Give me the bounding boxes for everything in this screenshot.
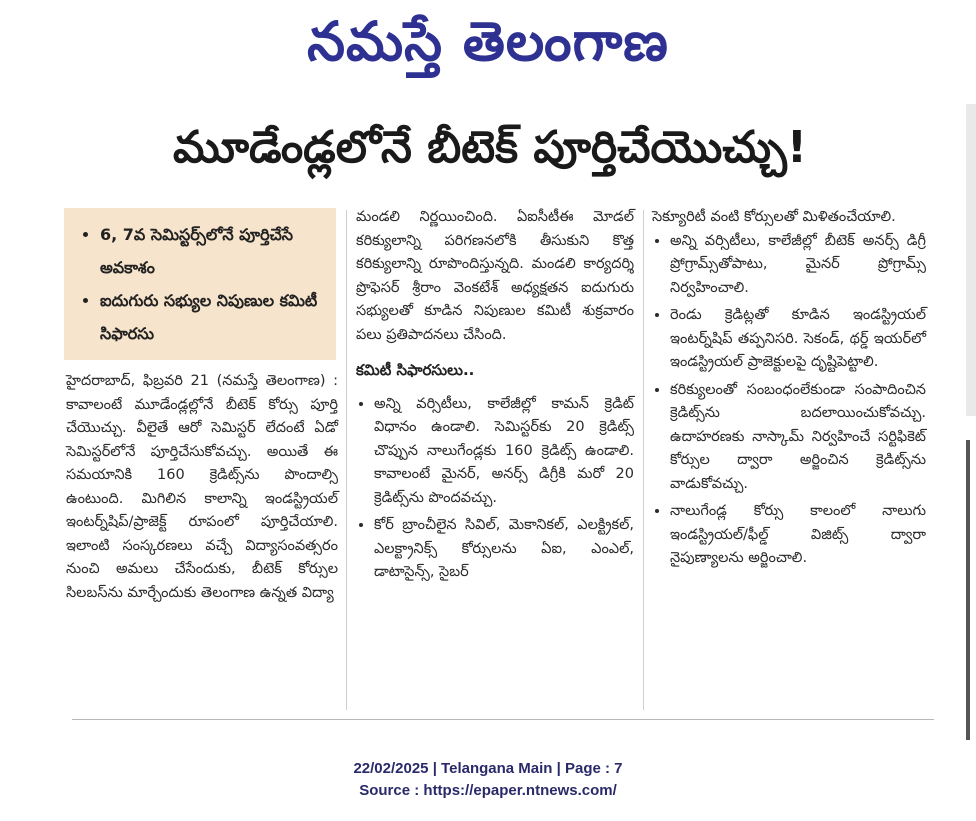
article-column-1 (66, 370, 338, 605)
recommendation-item: • కరిక్యులంతో సంబంధంలేకుండా సంపాదించిన క్రెడిట్స్‌ను బదలాయించుకోవచ్చు. ఉదాహరణకు నాస్కామ్ నిర్వహించే సర్టిఫికెట్ కోర్సుల ద్వారా అర్జించిన క్రెడిట్స్‌ను వాడుకోవచ్చు. (670, 379, 926, 497)
recommendations-list (356, 393, 634, 585)
adjacent-page-border (966, 440, 970, 740)
edition-info: 22/02/2025 | Telangana Main | Page : 7 (353, 760, 623, 777)
highlights-list (82, 218, 326, 350)
highlight-item: • ఐదుగురు సభ్యుల నిపుణుల కమిటీ సిఫారసు (100, 284, 326, 350)
adjacent-page-edge (966, 104, 976, 416)
recommendation-item: • అన్ని వర్సిటీలు, కాలేజీల్లో కామన్ క్రెడిట్ విధానం ఉండాలి. సెమిస్టర్‌కు 20 క్రెడిట్స్ చొప్పున నాలుగేండ్లకు 160 క్రెడిట్స్ ఉండాలి. కావాలంటే మైనర్, అనర్స్ డిగ్రీకి మరో 20 క్రెడిట్స్‌ను పొందవచ్చు. (374, 393, 634, 511)
recommendation-item: • కోర్ బ్రాంచీలైన సివిల్, మెకానికల్, ఎలక్ట్రికల్, ఎలక్ట్రానిక్స్ కోర్సులను ఏఐ, ఎంఎల్, డాటాసైన్స్, సైబర్ (374, 514, 634, 585)
recommendation-item: • రెండు క్రెడిట్లతో కూడిన ఇండస్ట్రియల్ ఇంటర్న్‌షిప్ తప్పనిసరి. సెకండ్, థర్డ్ ఇయర్‌లో ఇండస్ట్రియల్ ప్రాజెక్టులపై దృష్టిపెట్టాలి. (670, 304, 926, 375)
column-1-text: హైదరాబాద్, ఫిబ్రవరి 21 (నమస్తే తెలంగాణ) : కావాలంటే మూడేండ్లల్లోనే బీటెక్ కోర్సు పూర్తి చేయొచ్చు. వీలైతే ఆరో సెమిస్టర్ లేదంటే ఏడో సెమిస్టర్‌లోనే పూర్తిచేసుకోవచ్చు. అయితే ఈ సమయానికి 160 క్రెడిట్స్‌ను పొందాల్సి ఉంటుంది. మిగిలిన కాలాన్ని ఇండస్ట్రియల్ ఇంటర్న్‌షిప్/ప్రాజెక్ట్ రూపంలో పూర్తిచేయాలి. ఇలాంటి సంస్కరణలు వచ్చే విద్యాసంవత్సరం నుంచి అమలు చేసేందుకు, బీటెక్ కోర్సుల సిలబస్‌ను మార్చేందుకు తెలంగాణ ఉన్నత విద్యా (66, 373, 338, 601)
footer (0, 758, 976, 802)
column-2-intro: మండలి నిర్ణయించింది. ఏఐసీటీఈ మోడల్ కరిక్యులాన్ని పరిగణనలోకి తీసుకుని కొత్త కరిక్యులాన్ని రూపొందిస్తున్నది. మండలి కార్యదర్శి ప్రొఫెసర్ శ్రీరాం వెంకటేశ్ అధ్యక్షతన ఐదుగురు సభ్యులతో కూడిన నిపుణుల కమిటీ శుక్రవారం పలు ప్రతిపాదనలు చేసింది. (356, 209, 634, 343)
highlights-box (64, 208, 336, 360)
column-3-intro: సెక్యూరిటీ వంటి కోర్సులతో మిళితంచేయాలి. (652, 209, 896, 225)
article-column-2 (356, 206, 634, 589)
article-headline: మూడేండ్లలోనే బీటెక్ పూర్తిచేయొచ్చు! (173, 122, 807, 173)
masthead-logo: నమస్తే తెలంగాణ (307, 10, 669, 73)
column-divider (346, 210, 347, 710)
article-bottom-rule (72, 719, 934, 720)
recommendations-subhead: కమిటీ సిఫారసులు.. (356, 361, 475, 379)
recommendation-item: • నాలుగేండ్ల కోర్సు కాలంలో నాలుగు ఇండస్ట్రియల్/ఫీల్డ్ విజిట్స్ ద్వారా నైపుణ్యాలను అర్జించాలి. (670, 500, 926, 571)
recommendations-list-continued (652, 230, 926, 571)
article-column-3 (652, 206, 926, 575)
column-divider (643, 210, 644, 710)
recommendation-item: • అన్ని వర్సిటీలు, కాలేజీల్లో బీటెక్ అనర్స్ డిగ్రీ ప్రోగ్రామ్స్‌తోపాటు, మైనర్ ప్రోగ్రామ్స్ నిర్వహించాలి. (670, 230, 926, 301)
highlight-item: • 6, 7వ సెమిస్టర్స్‌లోనే పూర్తిచేసే అవకాశం (100, 218, 326, 284)
source-link[interactable]: Source : https://epaper.ntnews.com/ (359, 782, 617, 799)
